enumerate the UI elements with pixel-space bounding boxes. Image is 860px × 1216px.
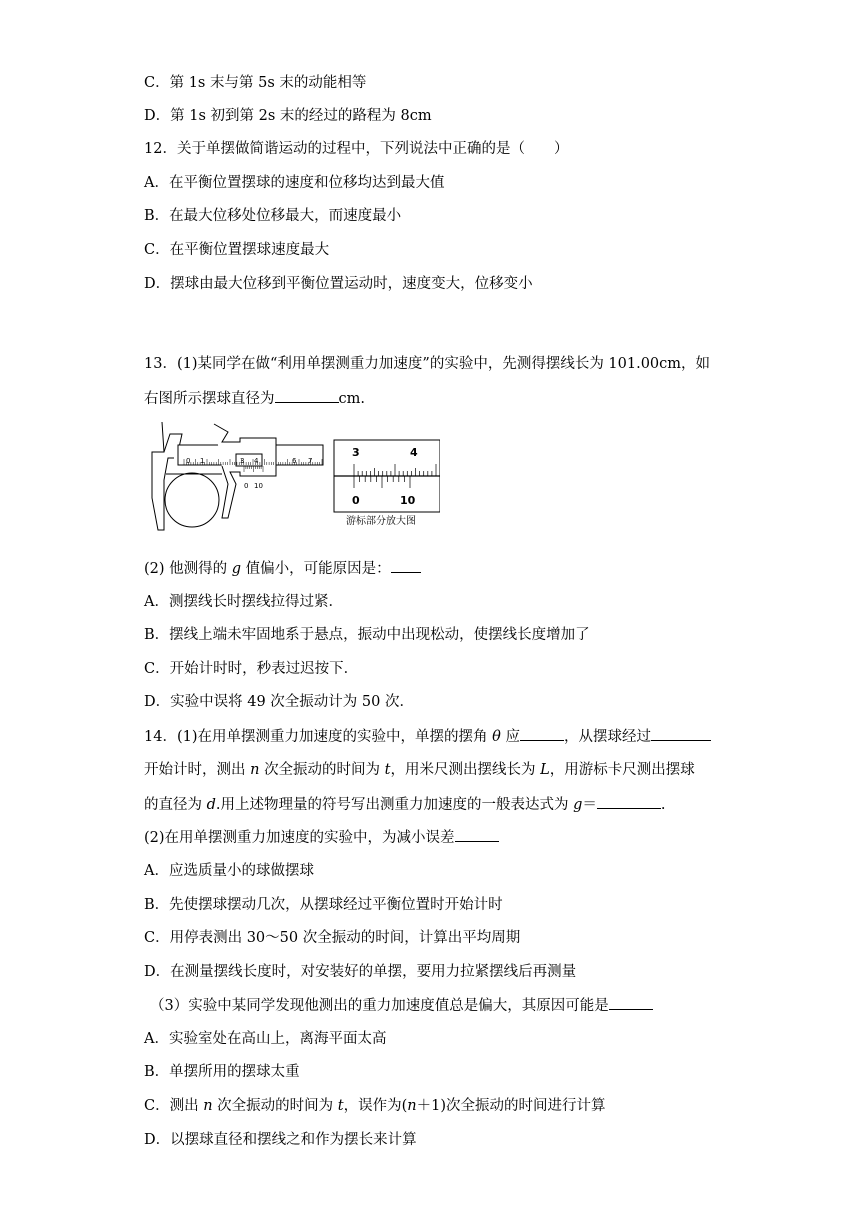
vernier-caliper-figure	[148, 418, 440, 532]
q14-d: d	[206, 797, 216, 813]
q14-text: .用上述物理量的符号写出测重力加速度的一般表达式为	[215, 797, 569, 813]
zoom-vernier-label-10: 10	[400, 494, 416, 507]
q14-part3-option-b: B．单摆所用的摆球太重	[144, 1064, 300, 1080]
q13-option-c: C．开始计时时，秒表过迟按下．	[144, 661, 359, 677]
q14-part3-option-a: A．实验室处在高山上，离海平面太高	[144, 1031, 387, 1047]
q14-text: 次全振动的时间为	[217, 1098, 334, 1114]
main-scale-label-4: 4	[254, 457, 259, 465]
zoom-caption: 游标部分放大图	[346, 516, 416, 527]
q12-option-d: D．摆球由最大位移到平衡位置运动时，速度变大，位移变小	[144, 276, 533, 292]
q14-part3-blank	[609, 995, 653, 1010]
vernier-label-0: 0	[244, 482, 249, 490]
q14-text: 的直径为	[144, 797, 202, 813]
q14-text: ＋1)次全振动的时间进行计算	[416, 1098, 606, 1114]
q11-option-d: D．第 1s 初到第 2s 末的经过的路程为 8cm	[144, 108, 432, 124]
q14-line2	[144, 760, 695, 780]
q14-text: C．测出	[144, 1098, 199, 1114]
q14-L: L	[540, 762, 550, 778]
q14-text: ，用游标卡尺测出摆球	[549, 762, 695, 778]
zoom-main-label-3: 3	[352, 446, 360, 459]
vernier-label-10: 10	[254, 482, 263, 490]
q14-blank-position	[651, 726, 711, 741]
q12-option-c: C．在平衡位置摆球速度最大	[144, 242, 330, 258]
q14-part3-text: （3）实验中某同学发现他测出的重力加速度值总是偏大，其原因可能是	[150, 998, 609, 1014]
q13-part2-blank	[391, 558, 421, 573]
q14-g: g	[573, 797, 583, 813]
q12-option-a: A．在平衡位置摆球的速度和位移均达到最大值	[144, 175, 445, 191]
main-scale-label-6: 6	[292, 457, 297, 465]
q12-option-b: B．在最大位移处位移最大，而速度最小	[144, 208, 402, 224]
q14-text: 开始计时，测出	[144, 762, 246, 778]
q14-line3	[144, 794, 666, 815]
q14-text: ＝	[582, 797, 597, 813]
main-scale-label-7: 7	[308, 457, 313, 465]
q14-text: ，从摆球经过	[563, 729, 651, 745]
q14-text: ，用米尺测出摆线长为	[390, 762, 536, 778]
q14-part3-option-c	[144, 1096, 606, 1116]
q14-t: t	[337, 1098, 344, 1114]
q13-part2-stem	[144, 558, 421, 579]
q13-part2-text: (2) 他测得的	[144, 561, 228, 577]
q14-text: .	[660, 797, 666, 813]
q14-part2-text: (2)在用单摆测重力加速度的实验中，为减小误差	[144, 830, 455, 846]
q14-part3-option-d: D．以摆球直径和摆线之和作为摆长来计算	[144, 1132, 417, 1148]
q14-part2-option-d: D．在测量摆线长度时，对安装好的单摆，要用力拉紧摆线后再测量	[144, 964, 577, 980]
q14-text: 14．(1)在用单摆测重力加速度的实验中，单摆的摆角	[144, 729, 488, 745]
q14-text: 次全振动的时间为	[264, 762, 381, 778]
caliper-drawing	[152, 422, 323, 530]
q13-part2-text2: 值偏小，可能原因是：	[245, 561, 391, 577]
q11-option-c: C．第 1s 末与第 5s 末的动能相等	[144, 75, 367, 91]
main-scale-label-1: 1	[200, 457, 205, 465]
q14-n: n	[250, 762, 260, 778]
main-scale-label-3: 3	[240, 457, 245, 465]
q14-line1	[144, 726, 711, 747]
q12-stem: 12．关于单摆做简谐运动的过程中，下列说法中正确的是（ ）	[144, 141, 569, 157]
q14-text: ，误作为(	[343, 1098, 408, 1114]
q14-n: n	[407, 1098, 417, 1114]
q14-blank-angle	[520, 726, 564, 741]
q14-text: 应	[505, 729, 520, 745]
q13-part2-g: g	[231, 561, 242, 577]
q14-t: t	[384, 762, 391, 778]
q14-part2-blank	[455, 827, 499, 842]
q14-part2-option-a: A．应选质量小的球做摆球	[144, 863, 314, 879]
q13-stem-line1: 13．(1)某同学在做“利用单摆测重力加速度”的实验中，先测得摆线长为 101.00cm，如	[144, 356, 711, 372]
q13-option-b: B．摆线上端未牢固地系于悬点，振动中出现松动，使摆线长度增加了	[144, 627, 590, 643]
q13-answer-blank	[275, 388, 339, 403]
zoom-vernier-label-0: 0	[352, 494, 360, 507]
main-scale-label-0: 0	[186, 457, 191, 465]
q14-n: n	[203, 1098, 213, 1114]
q13-stem-text: 右图所示摆球直径为	[144, 391, 275, 407]
q14-blank-formula	[597, 794, 661, 809]
q14-theta: θ	[492, 729, 501, 745]
q14-part2-stem	[144, 827, 499, 848]
zoom-main-label-4: 4	[410, 446, 418, 459]
q13-unit: cm.	[338, 391, 365, 407]
q14-part2-option-b: B．先使摆球摆动几次，从摆球经过平衡位置时开始计时	[144, 897, 503, 913]
q13-option-d: D．实验中误将 49 次全振动计为 50 次．	[144, 694, 414, 710]
q14-part2-option-c: C．用停表测出 30～50 次全振动的时间，计算出平均周期	[144, 930, 521, 946]
q13-stem-line2	[144, 388, 365, 409]
q13-option-a: A．测摆线长时摆线拉得过紧．	[144, 594, 343, 610]
q14-part3-stem	[150, 995, 653, 1016]
